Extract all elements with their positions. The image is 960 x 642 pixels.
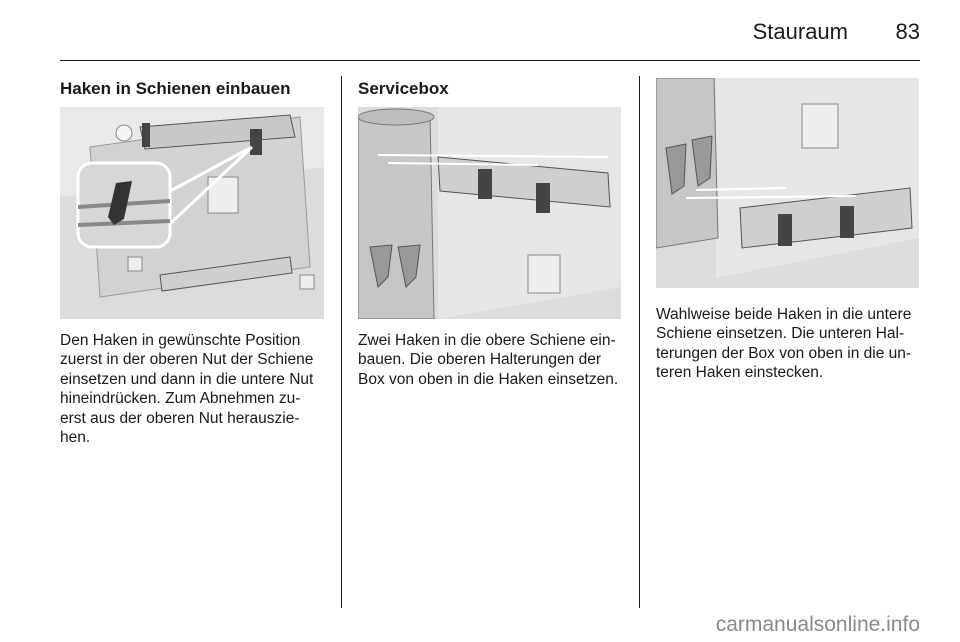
column-divider-2	[639, 76, 640, 608]
hook-rail-illustration	[60, 107, 324, 319]
servicebox-upper-rail-illustration	[358, 107, 621, 319]
column-divider-1	[341, 76, 342, 608]
heading-hook-install: Haken in Schienen einbauen	[60, 79, 291, 98]
servicebox-lower-rail-illustration	[656, 78, 919, 288]
caption-servicebox-upper: Zwei Haken in die obere Schiene ein- bauen. Die oberen Halterungen der Box von oben in die Haken einsetzen.	[358, 332, 619, 388]
caption-servicebox-lower: Wahlweise beide Haken in die untere Schiene einsetzen. Die unteren Hal- terungen der Box von oben in die un- teren Haken einstecken.	[656, 306, 912, 382]
section-title: Stauraum	[752, 19, 848, 44]
watermark-text: carmanualsonline.info	[715, 613, 920, 636]
header-divider	[60, 60, 920, 61]
page-number: 83	[895, 19, 920, 44]
caption-hook-install: Den Haken in gewünschte Position zuerst in der oberen Nut der Schiene einsetzen und dann in die untere Nut hineindrücken. Zum Abnehmen zu- erst aus der oberen Nut herauszie- hen.	[60, 332, 314, 447]
heading-servicebox: Servicebox	[358, 79, 449, 98]
